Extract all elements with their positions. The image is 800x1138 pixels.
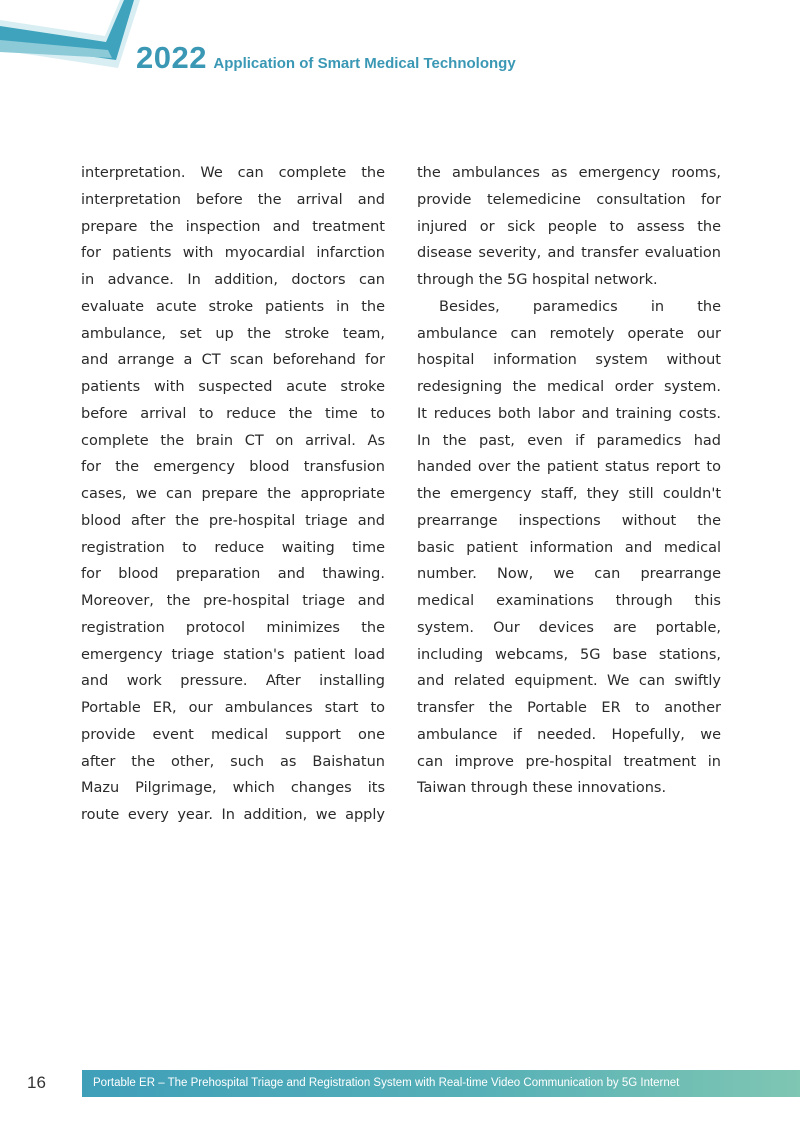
- text-line: after the other, such as Baishatun: [81, 753, 385, 770]
- text-line: can improve pre-hospital treatment in: [417, 753, 721, 770]
- text-line: In the past, even if paramedics had: [417, 432, 721, 449]
- text-line: Besides, paramedics in the: [439, 298, 721, 315]
- text-line: complete the brain CT on arrival. As: [81, 432, 385, 449]
- text-line: the emergency staff, they still couldn't: [417, 486, 721, 502]
- page-number: 16: [27, 1073, 46, 1092]
- text-line: system. Our devices are portable,: [417, 619, 721, 636]
- text-line: the ambulances as emergency rooms,: [417, 165, 721, 181]
- text-line: ambulance, set up the stroke team,: [81, 325, 385, 342]
- text-line: basic patient information and medical: [417, 539, 721, 556]
- text-line: hospital information system without: [417, 352, 721, 369]
- body-column-right: [417, 160, 721, 802]
- footer-running-title: Portable ER – The Prehospital Triage and Registration System with Real-time Video Communication by 5G Internet: [93, 1077, 680, 1089]
- text-line: in advance. In addition, doctors can: [81, 272, 385, 288]
- text-line: Portable ER, our ambulances start to: [81, 700, 385, 716]
- text-line: number. Now, we can prearrange: [417, 566, 721, 583]
- text-line: disease severity, and transfer evaluation: [417, 245, 721, 262]
- text-line: prearrange inspections without the: [417, 512, 721, 529]
- text-line: Mazu Pilgrimage, which changes its: [81, 780, 385, 797]
- text-line: ambulance can remotely operate our: [417, 325, 721, 342]
- text-line: registration to reduce waiting time: [81, 539, 385, 556]
- text-line: and arrange a CT scan beforehand for: [81, 352, 385, 369]
- text-line: for blood preparation and thawing.: [81, 566, 385, 583]
- text-line: cases, we can prepare the appropriate: [81, 486, 385, 502]
- text-line: evaluate acute stroke patients in the: [81, 298, 385, 315]
- text-line: and related equipment. We can swiftly: [417, 673, 721, 690]
- text-line: provide event medical support one: [81, 726, 385, 743]
- text-line: ambulance if needed. Hopefully, we: [417, 726, 721, 743]
- text-line: emergency triage station's patient load: [81, 646, 385, 663]
- text-line: route every year. In addition, we apply: [81, 807, 385, 823]
- text-line: for the emergency blood transfusion: [81, 459, 385, 476]
- text-line: for patients with myocardial infarction: [81, 245, 385, 262]
- text-line: through the 5G hospital network.: [417, 272, 658, 288]
- text-line: interpretation. We can complete the: [81, 165, 385, 181]
- running-header: [136, 40, 516, 76]
- text-line: before arrival to reduce the time to: [81, 405, 385, 422]
- text-line: prepare the inspection and treatment: [81, 218, 385, 235]
- text-line: Taiwan through these innovations.: [417, 780, 667, 797]
- text-line: injured or sick people to assess the: [417, 218, 721, 235]
- header-corner-graphic: [0, 0, 140, 75]
- text-line: Moreover, the pre-hospital triage and: [81, 593, 385, 609]
- text-line: including webcams, 5G base stations,: [417, 646, 721, 663]
- text-line: redesigning the medical order system.: [417, 379, 721, 395]
- text-line: provide telemedicine consultation for: [417, 191, 721, 208]
- header-year: 2022: [136, 40, 207, 75]
- text-line: registration protocol minimizes the: [81, 619, 385, 636]
- text-line: and work pressure. After installing: [81, 673, 385, 690]
- footer-band: [82, 1070, 800, 1097]
- header-title: Application of Smart Medical Technolongy: [213, 55, 516, 72]
- text-line: patients with suspected acute stroke: [81, 379, 385, 395]
- text-line: It reduces both labor and training costs.: [417, 405, 721, 422]
- text-line: transfer the Portable ER to another: [417, 700, 721, 716]
- text-line: handed over the patient status report to: [417, 459, 721, 476]
- text-line: medical examinations through this: [417, 593, 721, 609]
- text-line: interpretation before the arrival and: [81, 191, 385, 208]
- body-column-left: [81, 160, 385, 829]
- text-line: blood after the pre-hospital triage and: [81, 512, 385, 529]
